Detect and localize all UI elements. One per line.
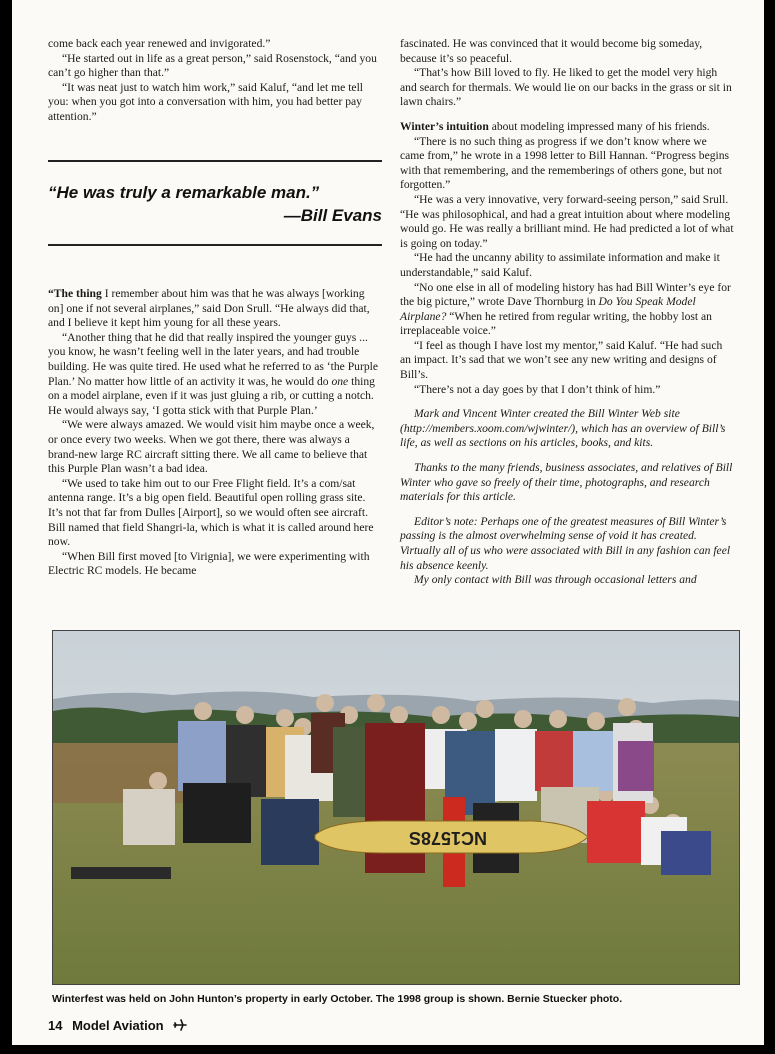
- page-number: 14: [48, 1018, 63, 1033]
- paragraph-text: “When he retired from regular writing, the hobby lost an irreplaceable voice.”: [400, 309, 712, 338]
- plane-registration: NC1578S: [408, 828, 488, 848]
- paragraph: [400, 120, 734, 135]
- pull-quote: [48, 182, 382, 226]
- thanks-note: Thanks to the many friends, business associates, and relatives of Bill Winter who gave so freely of their time, photographs, and research materials for this article.: [400, 461, 733, 504]
- paragraph: “He had the uncanny ability to assimilate information and make it understandable,” said Kaluf.: [400, 251, 720, 279]
- page-footer: [48, 1018, 187, 1033]
- emphasis: one: [331, 374, 349, 388]
- credit-note: Mark and Vincent Winter created the Bill Winter Web site (http://members.xoom.com/wjwinter/), which has an overview of Bill’s life, as well as sections on his articles, books, and kits.: [400, 407, 726, 450]
- model-airplane: [315, 821, 588, 853]
- paragraph: fascinated. He was convinced that it would become big someday, because it’s so peaceful.: [400, 37, 703, 65]
- paragraph: “We were always amazed. We would visit him maybe once a week, or once every two weeks. When we got there, there was always a brand-new large RC aircraft sitting there. We all came to believe that this Purple Plan wasn’t a bad idea.: [48, 418, 375, 476]
- pull-quote-text: “He was truly a remarkable man.”: [48, 183, 320, 202]
- airplane-icon: [173, 1019, 187, 1031]
- group-photo: [52, 630, 740, 985]
- lead-in: “The thing: [48, 287, 102, 300]
- paragraph: “There is no such thing as progress if we don’t know where we came from,” he wrote in a 1998 letter to Bill Hannan. “Progress begins with that remembering, and the rememberings of others gone, but not forgotten.”: [400, 134, 730, 192]
- book-title: Do You Speak Model Airplane?: [400, 295, 696, 323]
- paragraph-text: about modeling impressed many of his friends.: [488, 119, 710, 133]
- pull-quote-bottom-rule: [48, 244, 382, 246]
- left-column-top: [48, 37, 382, 125]
- left-column-main: [48, 287, 382, 579]
- editors-note: Editor’s note: Perhaps one of the greatest measures of Bill Winter’s passing is the almost overwhelming sense of void it has created. Virtually all of us who were associated with Bill in any fashion can feel his absence keenly.: [400, 514, 731, 572]
- paragraph: “He started out in life as a great person,” said Rosenstock, “and you can’t go higher than that.”: [48, 51, 377, 80]
- paragraph-text: I remember about him was that he was always [working on] one if not several airplanes,” said Don Srull. “He always did that, and I believe it kept him young for all these years.: [48, 287, 370, 330]
- pull-quote-top-rule: [48, 160, 382, 162]
- paragraph-text: “Another thing that he did that really inspired the younger guys ... you know, he wasn’t feeling well in the later years, and had trouble building. He was quite tired. He used what he referred to as ‘the Purple Plan.’ No matter how little of an activity it was, he would do: [48, 330, 378, 388]
- paragraph: [48, 331, 382, 419]
- paragraph: “That’s how Bill loved to fly. He liked to get the model very high and search for thermals. We would lie on our backs in the grass or sit in lawn chairs.”: [400, 66, 732, 109]
- paragraph-text: thing on a model airplane, even if it was just gluing a rib, or cutting a notch. He would always say, ‘I gotta stick with that Purple Plan.’: [48, 374, 375, 417]
- paragraph: [48, 287, 382, 331]
- pull-quote-attribution: —Bill Evans: [283, 206, 382, 225]
- magazine-name: Model Aviation: [72, 1018, 164, 1033]
- magazine-page: [12, 0, 764, 1045]
- right-column: [400, 37, 734, 588]
- lead-in: Winter’s intuition: [400, 119, 489, 133]
- paragraph: come back each year renewed and invigorated.”: [48, 37, 271, 50]
- paragraph: [400, 281, 734, 339]
- paragraph: “When Bill first moved [to Virignia], we were experimenting with Electric RC models. He became: [48, 549, 370, 578]
- paragraph: “It was neat just to watch him work,” said Kaluf, “and let me tell you: when you got into a conversation with him, you had better pay attention.”: [48, 80, 364, 123]
- photo-caption: Winterfest was held on John Hunton’s property in early October. The 1998 group is shown. Bernie Stuecker photo.: [52, 993, 623, 1005]
- paragraph: “I feel as though I have lost my mentor,” said Kaluf. “He had such an impact. It’s sad that we won’t see any new writing and designs of Bill’s.: [400, 338, 723, 382]
- editors-note-continued: My only contact with Bill was through occasional letters and: [414, 573, 697, 587]
- paragraph: “There’s not a day goes by that I don’t think of him.”: [414, 382, 661, 396]
- paragraph: “He was a very innovative, very forward-seeing person,” said Srull. “He was philosophical, and had a great intuition about where modeling would go. He was really a brilliant mind. He had predicted a lot of what is going on today.”: [400, 192, 734, 250]
- paragraph-text: “No one else in all of modeling history has had Bill Winter’s eye for the big picture,” wrote Dave Thornburg in: [400, 280, 731, 309]
- group-photo-illustration: [53, 631, 739, 984]
- paragraph: “We used to take him out to our Free Flight field. It’s a com/sat antenna range. It’s a big open field. Beautiful open rolling grass site. It’s not that far from Dulles [Airport], so we would often see aircraft. Bill named that field Shangri-la, which is what it is called around here now.: [48, 476, 374, 549]
